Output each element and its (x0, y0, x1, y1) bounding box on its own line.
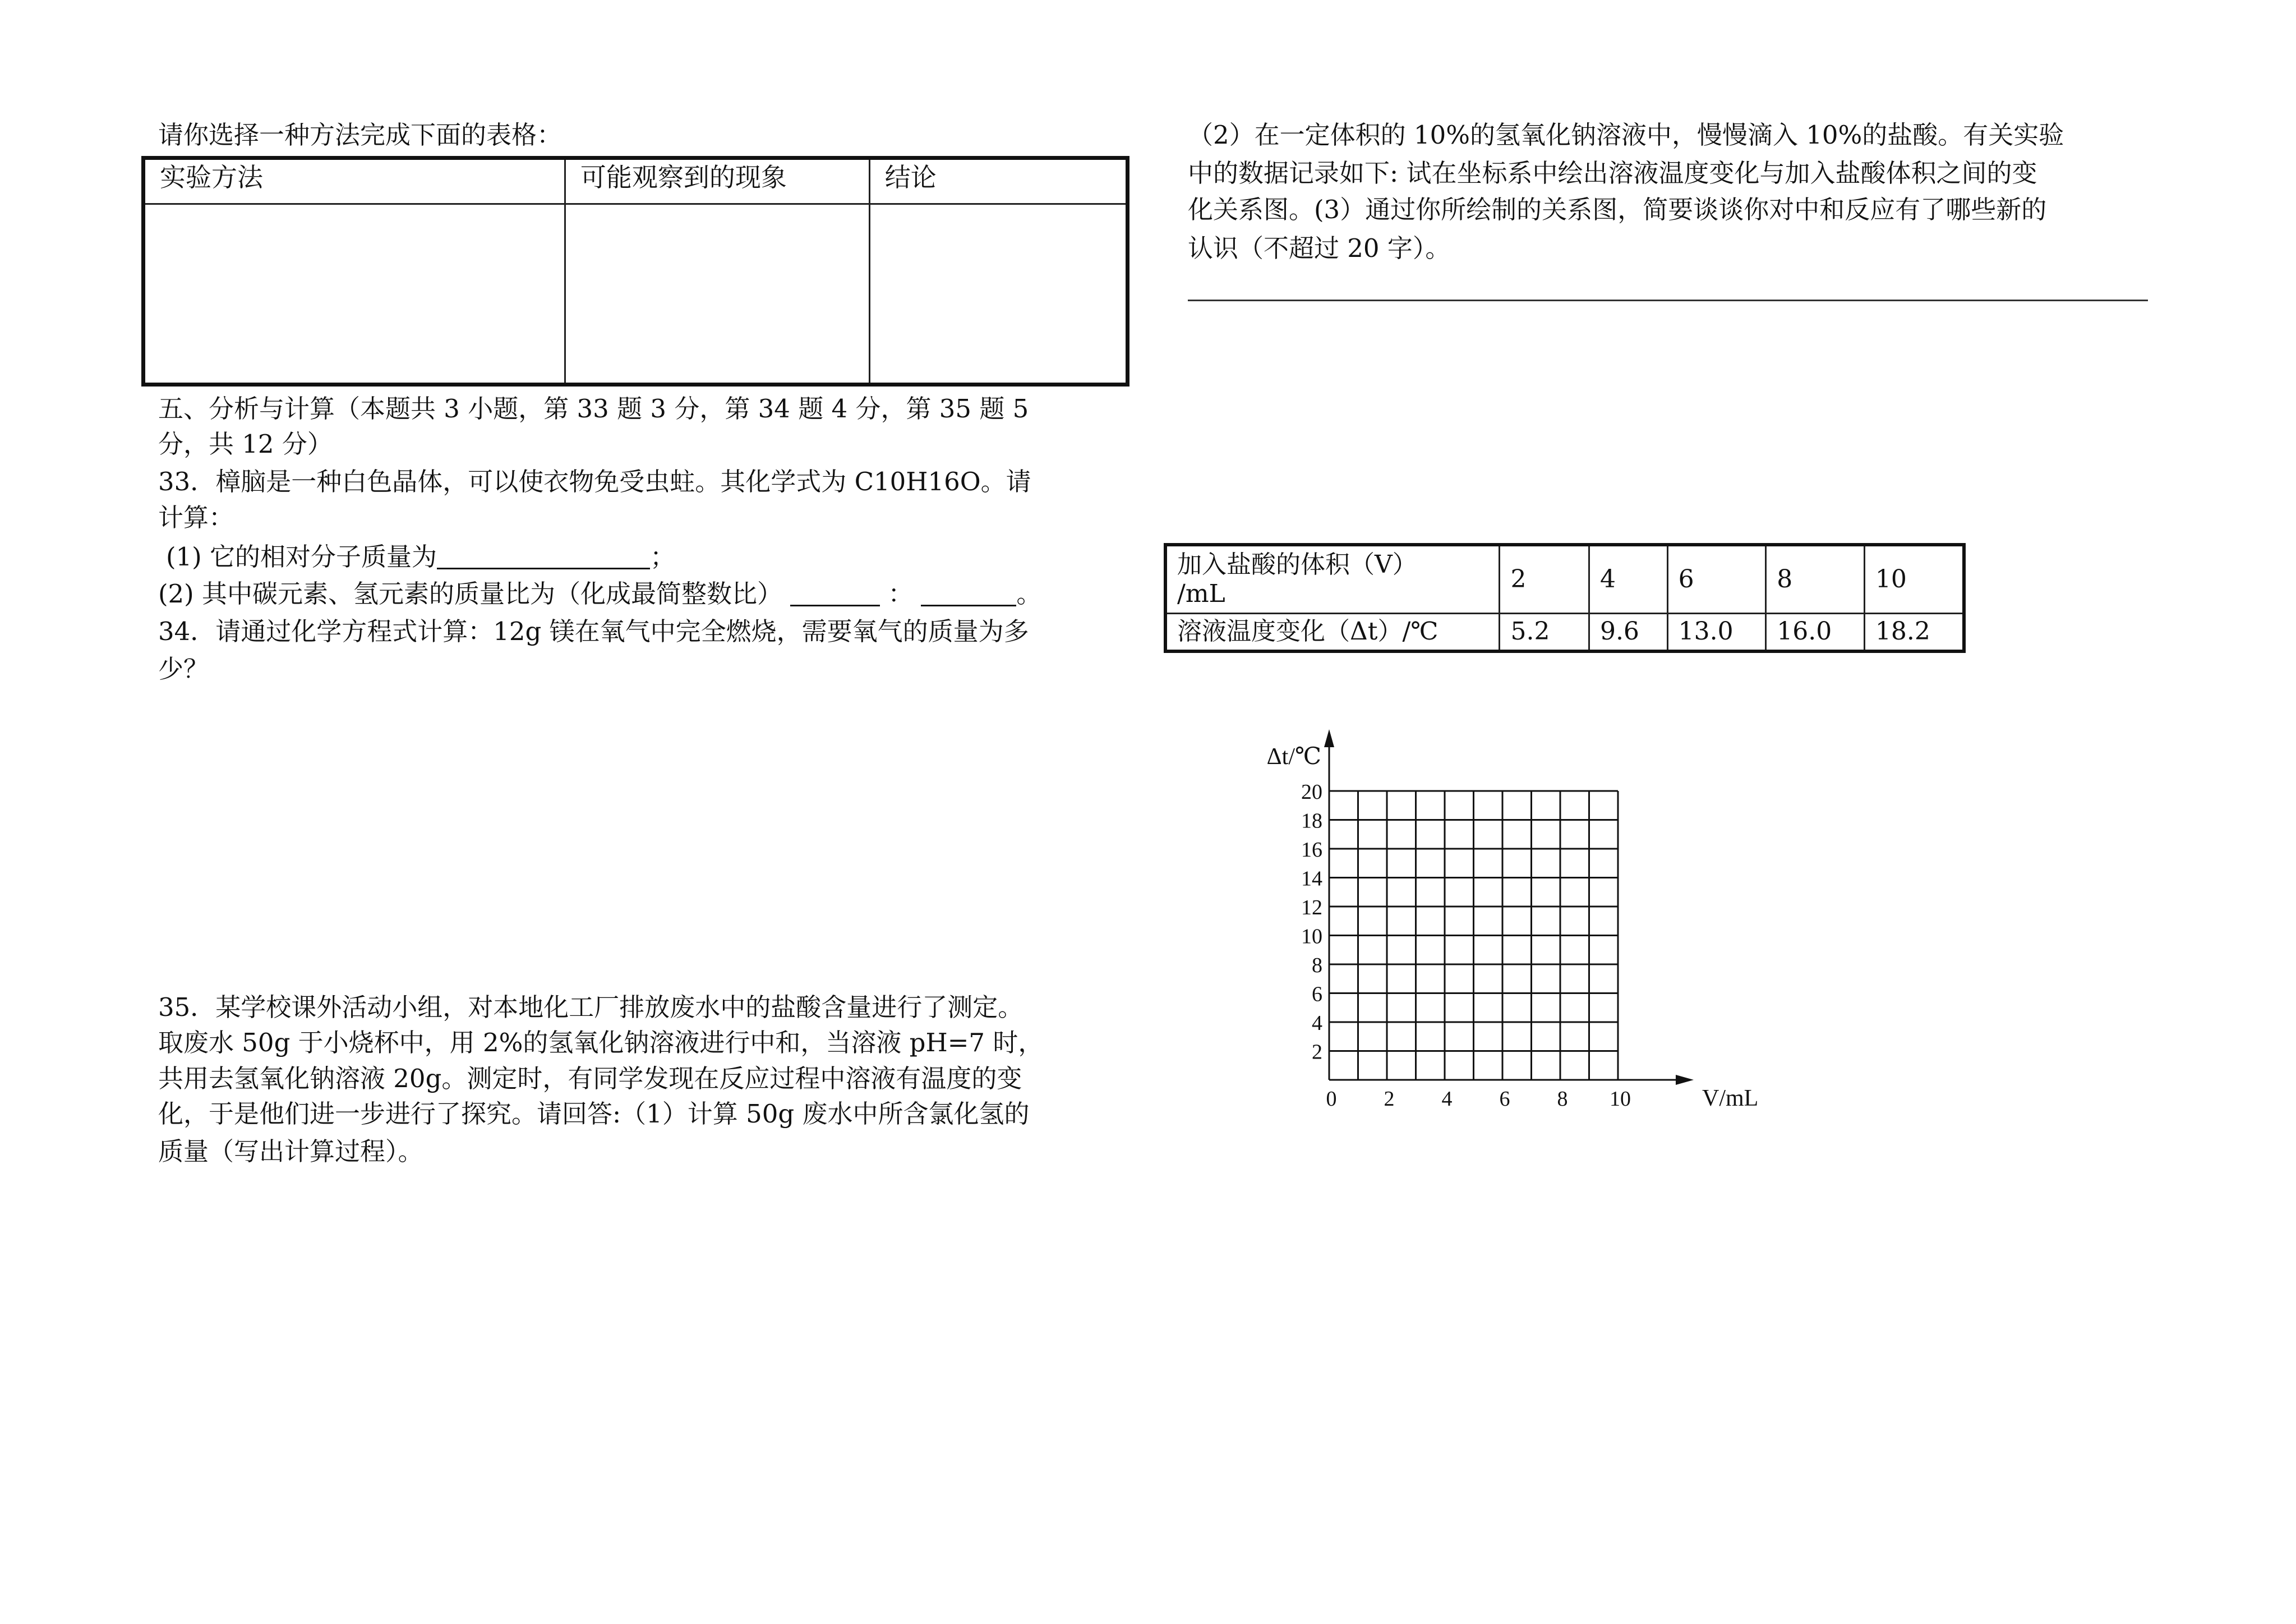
question-35-line4: 化，于是他们进一步进行了探究。请回答:（1）计算 50g 废水中所含氯化氢的 (158, 1099, 1030, 1129)
question-2-line4: 认识（不超过 20 字）。 (1188, 233, 1451, 263)
temperature-cell: 13.0 (1667, 613, 1766, 651)
volume-cell: 10 (1864, 545, 1964, 613)
plot-axis-labels (1267, 744, 1759, 1111)
x-tick-label: 0 (1326, 1087, 1337, 1111)
plot-grid (1329, 791, 1618, 1080)
question-33-line2: 计算： (158, 503, 234, 532)
plot-tick-labels (1301, 780, 1631, 1111)
question-2-line1: （2）在一定体积的 10%的氢氧化钠溶液中，慢慢滴入 10%的盐酸。有关实验 (1188, 120, 2064, 150)
volume-row-label (1165, 545, 1500, 613)
q33-part1-end: ； (650, 542, 676, 572)
temperature-cell: 9.6 (1589, 613, 1667, 651)
volume-cell: 8 (1766, 545, 1865, 613)
header-phenomenon: 可能观察到的现象 (565, 158, 869, 204)
y-tick-label: 8 (1312, 954, 1322, 977)
y-tick-label: 14 (1301, 867, 1322, 891)
x-tick-label: 10 (1610, 1087, 1631, 1111)
y-tick-label: 2 (1312, 1040, 1322, 1064)
answer-cell-conclusion[interactable] (869, 204, 1127, 385)
question-34-line1: 34．请通过化学方程式计算：12g 镁在氧气中完全燃烧，需要氧气的质量为多 (158, 617, 1029, 646)
header-method: 实验方法 (144, 158, 565, 204)
question-34-line2: 少？ (158, 654, 209, 684)
q33-part2-label: (2) 其中碳元素、氢元素的质量比为（化成最简整数比） (158, 579, 783, 609)
x-axis-label: V/mL (1702, 1085, 1759, 1111)
answer-line[interactable] (1188, 300, 2148, 301)
y-tick-label: 16 (1301, 838, 1322, 862)
y-tick-label: 12 (1301, 896, 1322, 919)
volume-label-line1: 加入盐酸的体积（V） (1177, 550, 1417, 579)
ratio-colon: ： (888, 579, 914, 609)
volume-cell: 6 (1667, 545, 1766, 613)
volume-label-unit: /mL (1177, 579, 1225, 608)
experiment-data-table (1164, 543, 1966, 653)
temperature-volume-graph[interactable] (1234, 718, 1767, 1122)
x-axis-arrow-icon (1676, 1075, 1694, 1085)
question-33-part2 (158, 579, 1042, 609)
temperature-cell: 16.0 (1766, 613, 1865, 651)
q33-part2-end: 。 (1016, 579, 1042, 609)
hydrogen-ratio-blank[interactable] (921, 581, 1016, 606)
question-35-line3: 共用去氢氧化钠溶液 20g。测定时，有同学发现在反应过程中溶液有温度的变 (158, 1064, 1022, 1093)
volume-cell: 4 (1589, 545, 1667, 613)
temperature-cell: 18.2 (1864, 613, 1964, 651)
question-35-line2: 取废水 50g 于小烧杯中，用 2%的氢氧化钠溶液进行中和，当溶液 pH=7 时， (158, 1028, 1044, 1057)
y-tick-label: 18 (1301, 809, 1322, 833)
question-2-line2: 中的数据记录如下: 试在坐标系中绘出溶液温度变化与加入盐酸体积之间的变 (1188, 158, 2037, 188)
y-tick-label: 10 (1301, 924, 1322, 949)
temperature-cell: 5.2 (1500, 613, 1589, 651)
answer-cell-method[interactable] (144, 204, 565, 385)
volume-cell: 2 (1500, 545, 1589, 613)
question-35-line5: 质量（写出计算过程）。 (158, 1137, 423, 1166)
x-tick-label: 4 (1441, 1087, 1453, 1111)
question-35-line1: 35．某学校课外活动小组，对本地化工厂排放废水中的盐酸含量进行了测定。 (158, 992, 1023, 1022)
y-axis-arrow-icon (1324, 729, 1334, 747)
y-tick-label: 4 (1312, 1011, 1322, 1035)
carbon-ratio-blank[interactable] (790, 581, 880, 606)
question-2-line3: 化关系图。(3）通过你所绘制的关系图，简要谈谈你对中和反应有了哪些新的 (1188, 195, 2047, 224)
y-tick-label: 6 (1312, 982, 1322, 1006)
section-five-heading: 五、分析与计算（本题共 3 小题，第 33 题 3 分，第 34 题 4 分，第 35 题 5 (158, 394, 1029, 424)
y-axis-label: Δt/℃ (1266, 744, 1321, 770)
x-tick-label: 6 (1499, 1087, 1510, 1111)
molecular-mass-blank[interactable] (437, 544, 650, 569)
header-conclusion: 结论 (869, 158, 1127, 204)
x-tick-label: 2 (1384, 1087, 1395, 1111)
y-tick-label: 20 (1301, 780, 1322, 804)
question-33-line1: 33．樟脑是一种白色晶体，可以使衣物免受虫蛀。其化学式为 C10H16O。请 (158, 467, 1031, 496)
section-five-heading-cont: 分，共 12 分） (158, 429, 333, 459)
answer-cell-phenomenon[interactable] (565, 204, 869, 385)
question-33-part1 (166, 542, 676, 572)
x-tick-label: 8 (1557, 1087, 1568, 1111)
table-instruction: 请你选择一种方法完成下面的表格： (158, 120, 563, 150)
q33-part1-label: (1) 它的相对分子质量为 (166, 542, 437, 572)
temperature-row-label: 溶液温度变化（Δt）/℃ (1165, 613, 1500, 651)
experiment-method-table (141, 156, 1129, 387)
